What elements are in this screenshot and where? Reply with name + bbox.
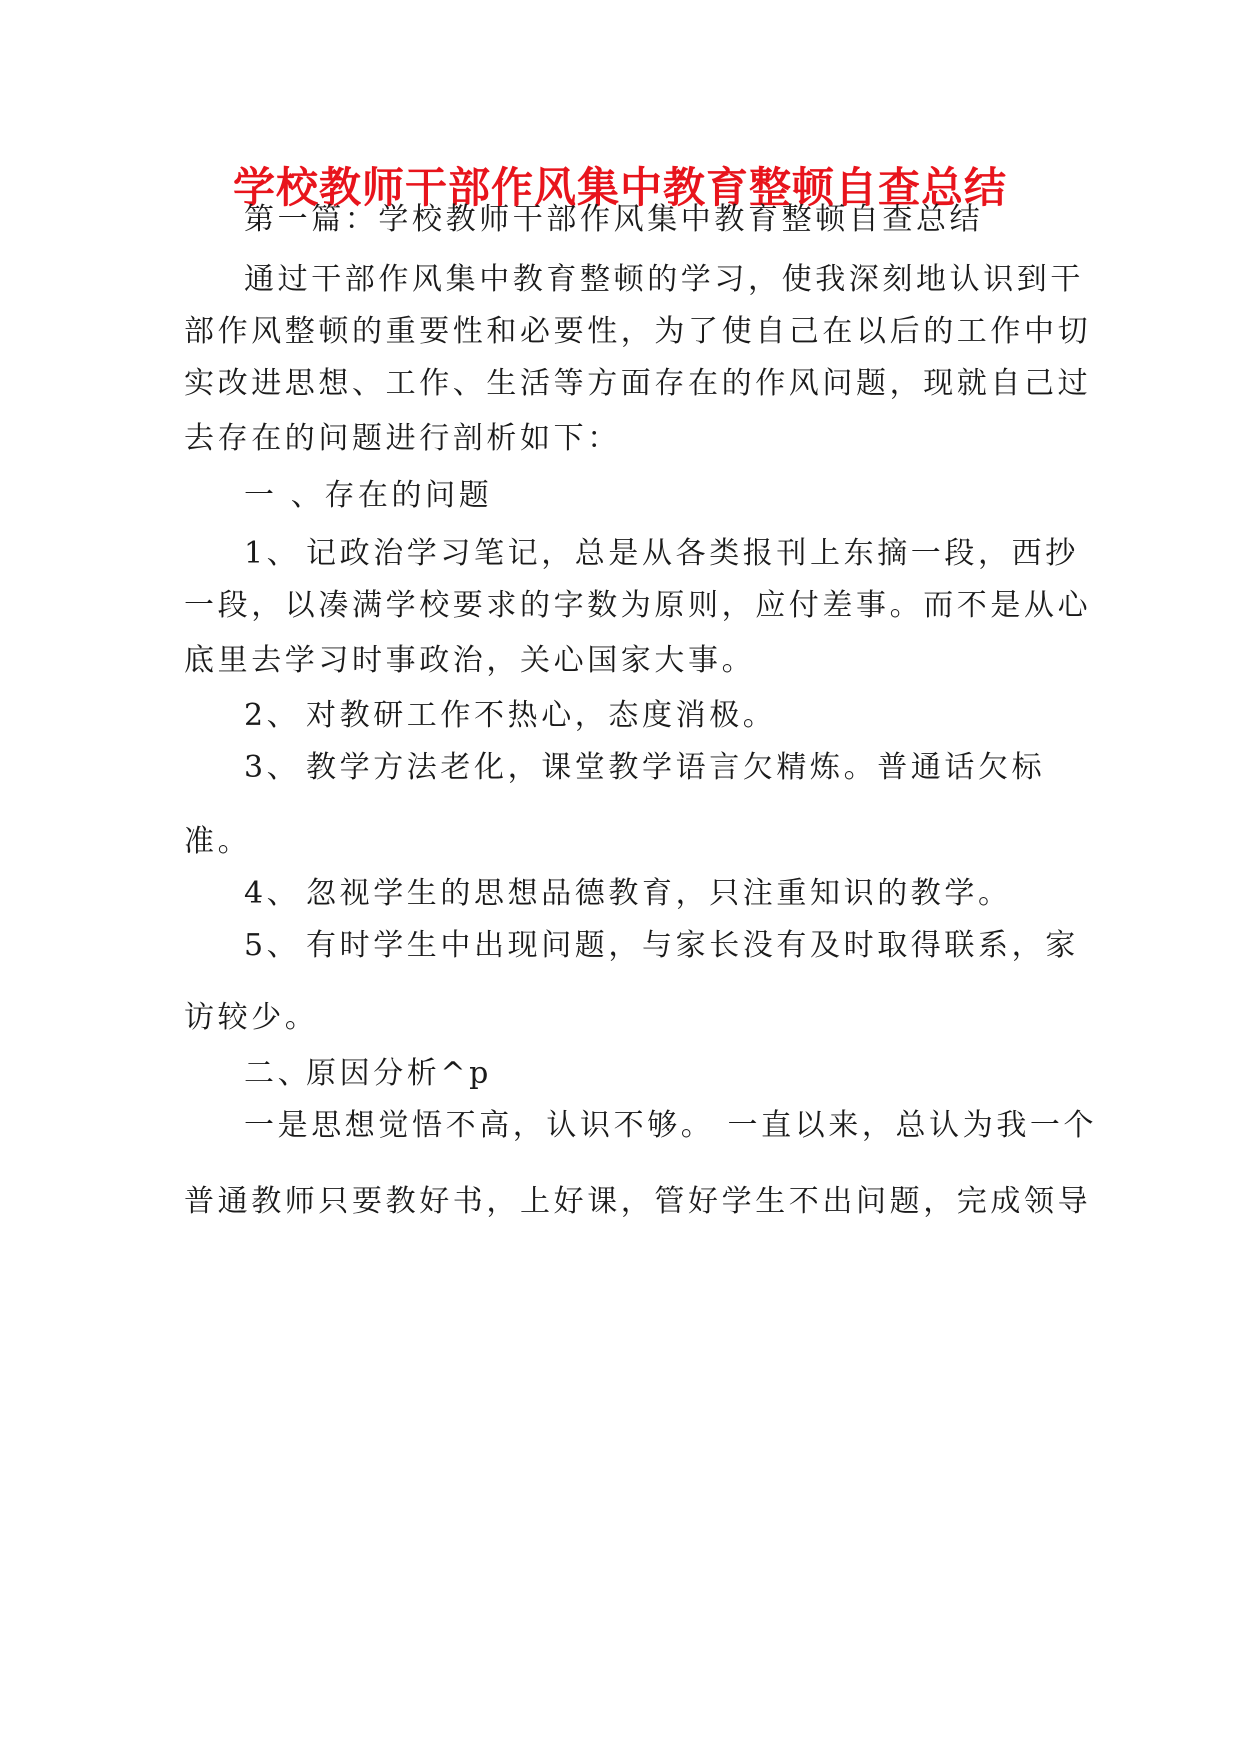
item-3-text: 教学方法老化，课堂教学语言欠精炼。普通话欠标 [306, 750, 1046, 785]
item-1-line-3: 底里去学习时事政治，关心国家大事。 [184, 643, 756, 678]
item-1-first-line [244, 534, 1079, 574]
section2-heading-text: 原因分析^p [306, 1056, 492, 1091]
item-4-text: 忽视学生的思想品德教育，只注重知识的教学。 [306, 876, 1012, 911]
section2-line-2: 普通教师只要教好书，上好课，管好学生不出问题，完成领导 [184, 1184, 1092, 1219]
item-1-text: 记政治学习笔记，总是从各类报刊上东摘一段，西抄 [306, 536, 1079, 571]
item-2-text: 对教研工作不热心，态度消极。 [306, 698, 777, 733]
item-1-number: 1、 [244, 536, 301, 571]
item-3 [244, 748, 1045, 788]
document-subtitle: 第一篇：学校教师干部作风集中教育整顿自查总结 [244, 202, 984, 237]
item-2-number: 2、 [244, 698, 301, 733]
item-4-number: 4、 [244, 876, 301, 911]
document-title: 学校教师干部作风集中教育整顿自查总结 [232, 163, 1007, 212]
section2-heading [244, 1054, 492, 1094]
item-5 [244, 926, 1079, 966]
section2-heading-number: 二、 [244, 1056, 312, 1091]
section1-heading: 一 、存在的问题 [244, 478, 493, 513]
item-2 [244, 696, 776, 736]
item-3-line-2: 准。 [184, 824, 252, 859]
item-4 [244, 874, 1012, 914]
item-5-number: 5、 [244, 928, 301, 963]
intro-line-1: 通过干部作风集中教育整顿的学习，使我深刻地认识到干 [244, 262, 1084, 297]
item-1-line-2: 一段，以凑满学校要求的字数为原则，应付差事。而不是从心 [184, 588, 1092, 623]
intro-line-2: 部作风整顿的重要性和必要性，为了使自己在以后的工作中切 [184, 314, 1092, 349]
intro-line-4: 去存在的问题进行剖析如下： [184, 421, 621, 456]
item-3-number: 3、 [244, 750, 301, 785]
section2-line-1: 一是思想觉悟不高，认识不够。 一直以来，总认为我一个 [244, 1108, 1098, 1143]
intro-line-3: 实改进思想、工作、生活等方面存在的作风问题，现就自己过 [184, 366, 1092, 401]
item-5-line-2: 访较少。 [184, 1000, 319, 1035]
item-5-text: 有时学生中出现问题，与家长没有及时取得联系，家 [306, 928, 1079, 963]
